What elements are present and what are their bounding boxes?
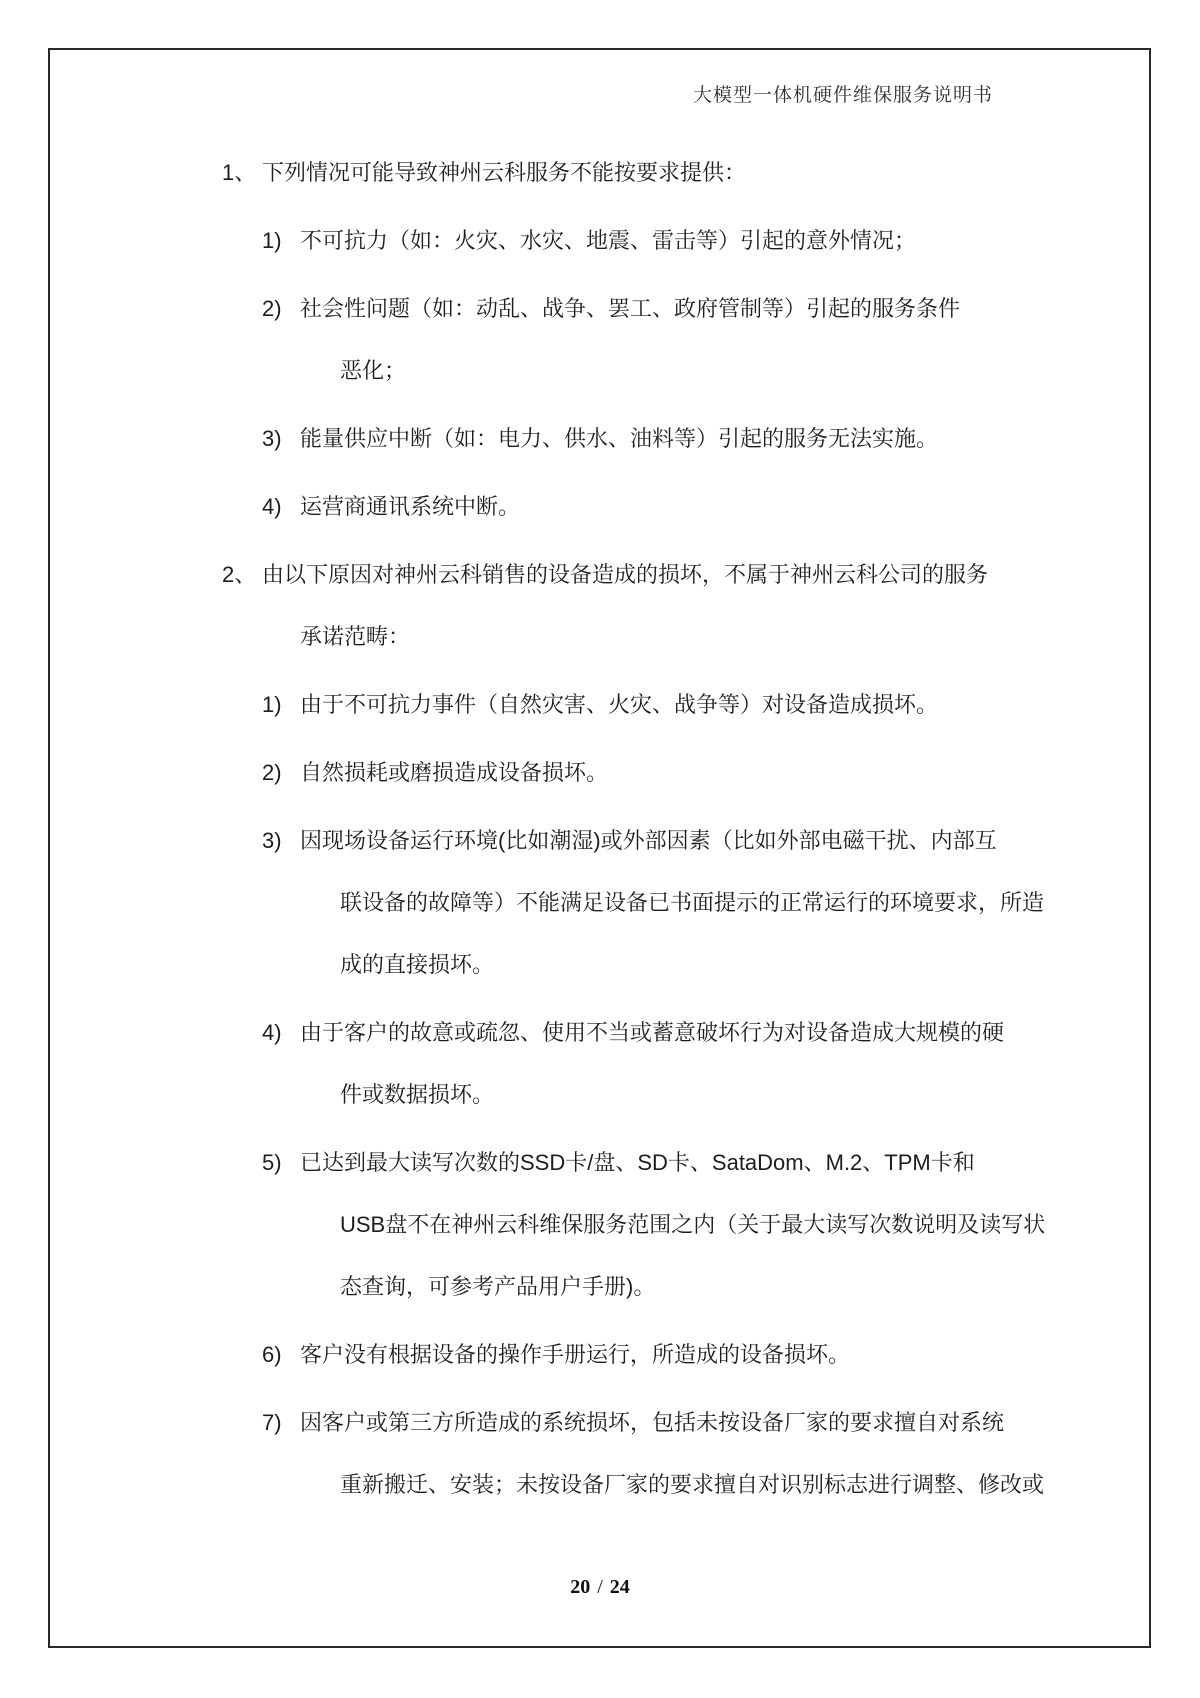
item-text: 客户没有根据设备的操作手册运行，所造成的设备损坏。 <box>300 1342 851 1367</box>
item-text: 社会性问题（如：动乱、战争、罢工、政府管制等）引起的服务条件 <box>300 296 961 321</box>
page-footer <box>0 1576 1200 1599</box>
item-text: USB盘不在神州云科维保服务范围之内（关于最大读写次数说明及读写状 <box>340 1212 1046 1237</box>
item-text: 重新搬迁、安装；未按设备厂家的要求擅自对识别标志进行调整、修改或 <box>340 1472 1045 1497</box>
list-item-2 <box>222 544 1002 668</box>
item-marker: 7) <box>262 1410 282 1435</box>
page-number-total: 24 <box>609 1576 630 1598</box>
item-text: 承诺范畴： <box>300 624 411 649</box>
item-marker: 2) <box>262 760 282 785</box>
item-text: 因客户或第三方所造成的系统损坏，包括未按设备厂家的要求擅自对系统 <box>300 1410 1005 1435</box>
list-item-1-3 <box>222 408 1002 470</box>
item-text: 运营商通讯系统中断。 <box>300 494 521 519</box>
item-marker: 4) <box>262 1020 282 1045</box>
item-marker: 2、 <box>222 562 257 587</box>
item-text: 恶化； <box>340 358 407 383</box>
item-text: 由于客户的故意或疏忽、使用不当或蓄意破坏行为对设备造成大规模的硬 <box>300 1020 1005 1045</box>
item-marker: 3) <box>262 828 282 853</box>
list-item-2-2 <box>222 742 1002 804</box>
list-item-2-3 <box>222 810 1045 996</box>
item-text: 已达到最大读写次数的SSD卡/盘、SD卡、SataDom、M.2、TPM卡和 <box>300 1150 975 1175</box>
item-marker: 6) <box>262 1342 282 1367</box>
item-text: 成的直接损坏。 <box>340 952 495 977</box>
list-item-1-4 <box>222 476 1002 538</box>
item-text: 因现场设备运行环境(比如潮湿)或外部因素（比如外部电磁干扰、内部互 <box>300 828 997 853</box>
item-marker: 5) <box>262 1150 282 1175</box>
list-item-1-1 <box>222 210 1002 272</box>
item-text: 由以下原因对神州云科销售的设备造成的损坏，不属于神州云科公司的服务 <box>262 562 989 587</box>
list-item-2-1 <box>222 674 1002 736</box>
item-text: 由于不可抗力事件（自然灾害、火灾、战争等）对设备造成损坏。 <box>300 692 939 717</box>
item-marker: 1) <box>262 692 282 717</box>
item-marker: 2) <box>262 296 282 321</box>
header-title: 大模型一体机硬件维保服务说明书 <box>692 85 993 106</box>
list-item-2-4 <box>222 1002 1005 1126</box>
list-item-2-7 <box>222 1392 1045 1516</box>
item-text: 自然损耗或磨损造成设备损坏。 <box>300 760 609 785</box>
item-text: 态查询，可参考产品用户手册)。 <box>340 1274 656 1299</box>
item-text: 不可抗力（如：火灾、水灾、地震、雷击等）引起的意外情况； <box>300 228 917 253</box>
list-item-1 <box>222 142 1002 204</box>
item-marker: 1、 <box>222 160 257 185</box>
page-number-current: 20 <box>570 1576 591 1598</box>
item-text: 联设备的故障等）不能满足设备已书面提示的正常运行的环境要求，所造 <box>340 890 1045 915</box>
document-header <box>0 80 993 107</box>
item-marker: 1) <box>262 228 282 253</box>
list-item-1-2 <box>222 278 1002 402</box>
item-marker: 3) <box>262 426 282 451</box>
item-text: 下列情况可能导致神州云科服务不能按要求提供： <box>262 160 747 185</box>
item-marker: 4) <box>262 494 282 519</box>
item-text: 件或数据损坏。 <box>340 1082 495 1107</box>
page-number-separator: / <box>597 1576 603 1598</box>
list-item-2-5 <box>222 1132 1046 1318</box>
document-body <box>222 142 1046 1516</box>
item-text: 能量供应中断（如：电力、供水、油料等）引起的服务无法实施。 <box>300 426 939 451</box>
list-item-2-6 <box>222 1324 1002 1386</box>
